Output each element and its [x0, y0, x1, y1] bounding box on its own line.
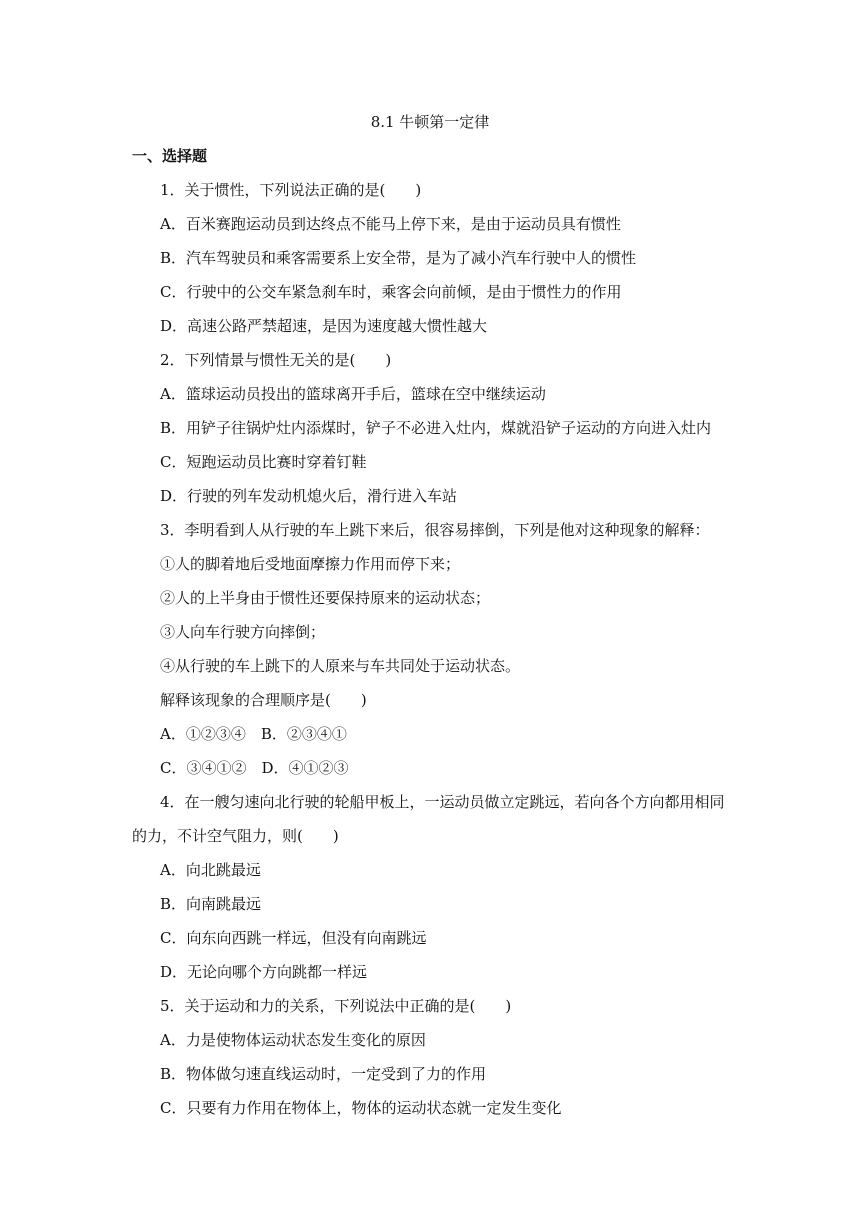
page-title: 8.1 牛顿第一定律	[370, 113, 490, 131]
question-2-option-d: D．行驶的列车发动机熄火后，滑行进入车站	[160, 487, 458, 505]
question-5-option-b: B．物体做匀速直线运动时，一定受到了力的作用	[160, 1065, 487, 1083]
question-3-statement-3: ③人向车行驶方向摔倒；	[160, 623, 326, 641]
question-1-option-a: A．百米赛跑运动员到达终点不能马上停下来，是由于运动员具有惯性	[160, 215, 621, 233]
question-2-stem: 2．下列情景与惯性无关的是( )	[160, 351, 392, 369]
question-3-stem: 3．李明看到人从行驶的车上跳下来后，很容易摔倒，下列是他对这种现象的解释：	[160, 521, 710, 539]
question-4-option-a: A．向北跳最远	[160, 861, 261, 879]
question-3-options-cd: C．③④①② D．④①②③	[160, 759, 349, 777]
question-5-option-a: A．力是使物体运动状态发生变化的原因	[160, 1031, 426, 1049]
question-4-option-b: B．向南跳最远	[160, 895, 262, 913]
question-1-option-d: D．高速公路严禁超速，是因为速度越大惯性越大	[160, 317, 488, 335]
question-3-statement-1: ①人的脚着地后受地面摩擦力作用而停下来；	[160, 555, 461, 573]
section-heading: 一、选择题	[132, 147, 208, 165]
question-2-option-b: B．用铲子往锅炉灶内添煤时，铲子不必进入灶内，煤就沿铲子运动的方向进入灶内	[160, 419, 712, 437]
question-4-stem-continued: 的力，不计空气阻力，则( )	[132, 827, 339, 845]
question-3-prompt: 解释该现象的合理顺序是( )	[160, 691, 367, 709]
question-3-options-ab: A．①②③④ B．②③④①	[160, 725, 347, 743]
question-1-option-c: C．行驶中的公交车紧急刹车时，乘客会向前倾，是由于惯性力的作用	[160, 283, 622, 301]
question-3-statement-4: ④从行驶的车上跳下的人原来与车共同处于运动状态。	[160, 657, 521, 675]
question-4-option-c: C．向东向西跳一样远，但没有向南跳远	[160, 929, 427, 947]
question-5-option-c: C．只要有力作用在物体上，物体的运动状态就一定发生变化	[160, 1099, 562, 1117]
question-2-option-c: C．短跑运动员比赛时穿着钉鞋	[160, 453, 367, 471]
question-4-stem: 4．在一艘匀速向北行驶的轮船甲板上，一运动员做立定跳远，若向各个方向都用相同	[160, 793, 725, 811]
question-1-stem: 1．关于惯性，下列说法正确的是( )	[160, 181, 422, 199]
question-1-option-b: B．汽车驾驶员和乘客需要系上安全带，是为了减小汽车行驶中人的惯性	[160, 249, 637, 267]
question-2-option-a: A．篮球运动员投出的篮球离开手后，篮球在空中继续运动	[160, 385, 546, 403]
question-5-stem: 5．关于运动和力的关系，下列说法中正确的是( )	[160, 997, 512, 1015]
question-3-statement-2: ②人的上半身由于惯性还要保持原来的运动状态；	[160, 589, 491, 607]
question-4-option-d: D．无论向哪个方向跳都一样远	[160, 963, 368, 981]
